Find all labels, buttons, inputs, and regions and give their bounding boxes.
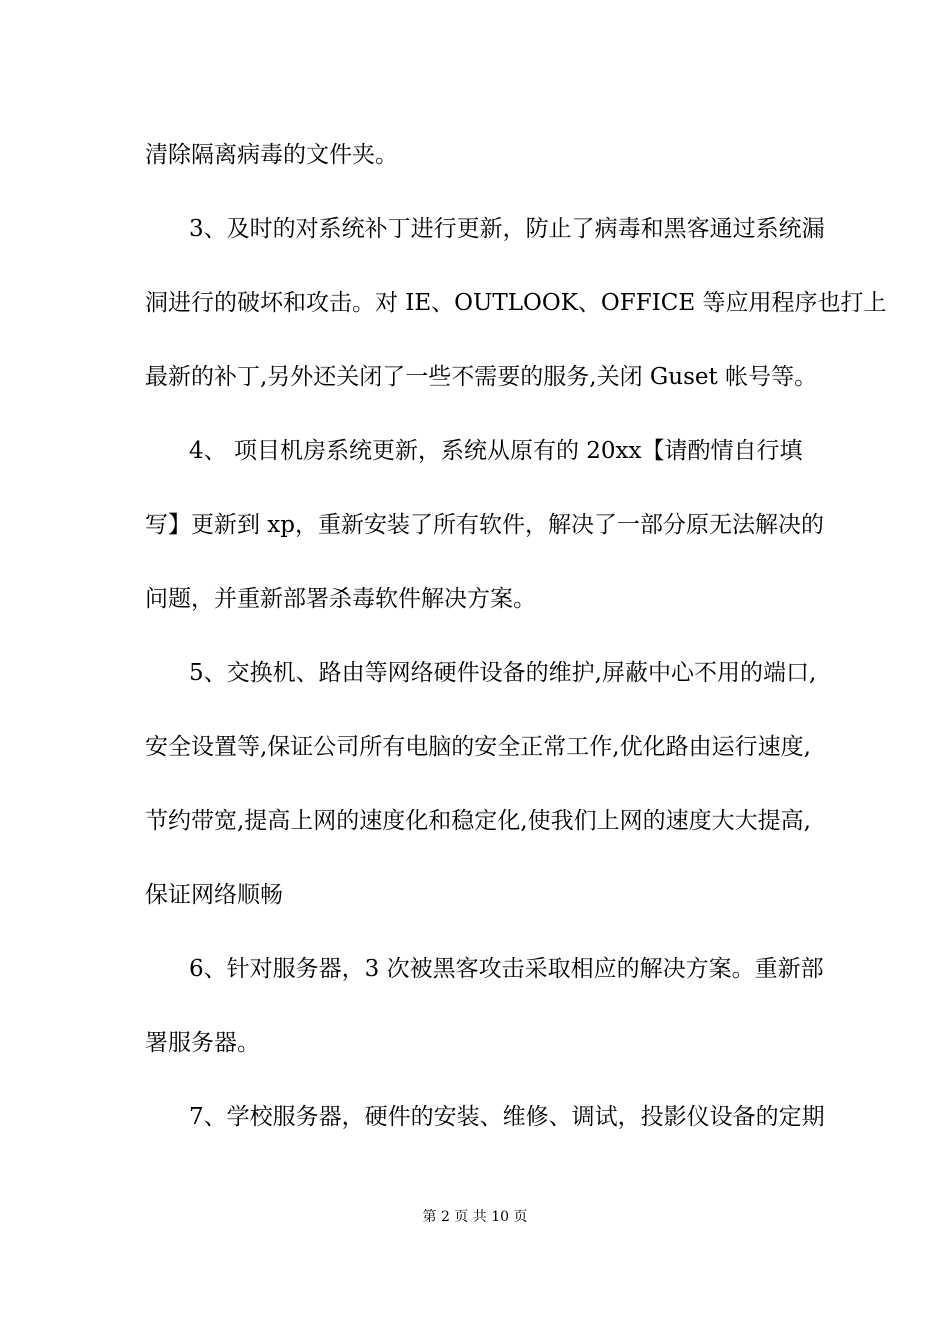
- paragraph-line: 洞进行的破坏和攻击。对 IE、OUTLOOK、OFFICE 等应用程序也打上: [145, 290, 887, 316]
- paragraph-line: 7、学校服务器，硬件的安装、维修、调试，投影仪设备的定期: [189, 1104, 825, 1130]
- paragraph-line: 清除隔离病毒的文件夹。: [145, 142, 398, 168]
- paragraph-line: 节约带宽,提高上网的速度化和稳定化,使我们上网的速度大大提高,: [145, 808, 811, 834]
- paragraph-line: 写】更新到 xp，重新安装了所有软件，解决了一部分原无法解决的: [145, 512, 825, 538]
- paragraph-line: 署服务器。: [145, 1030, 260, 1056]
- paragraph-line: 3、及时的对系统补丁进行更新，防止了病毒和黑客通过系统漏: [189, 216, 825, 242]
- paragraph-line: 最新的补丁,另外还关闭了一些不需要的服务,关闭 Guset 帐号等。: [145, 364, 818, 390]
- paragraph-line: 5、交换机、路由等网络硬件设备的维护,屏蔽中心不用的端口,: [189, 660, 817, 686]
- paragraph-line: 4、 项目机房系统更新，系统从原有的 20xx【请酌情自行填: [189, 438, 803, 464]
- paragraph-line: 保证网络顺畅: [145, 882, 283, 908]
- page-number-footer: 第 2 页 共 10 页: [422, 1209, 528, 1225]
- paragraph-line: 6、针对服务器，3 次被黑客攻击采取相应的解决方案。重新部: [189, 956, 824, 982]
- paragraph-line: 安全设置等,保证公司所有电脑的安全正常工作,优化路由运行速度,: [145, 734, 811, 760]
- paragraph-line: 问题，并重新部署杀毒软件解决方案。: [145, 586, 536, 612]
